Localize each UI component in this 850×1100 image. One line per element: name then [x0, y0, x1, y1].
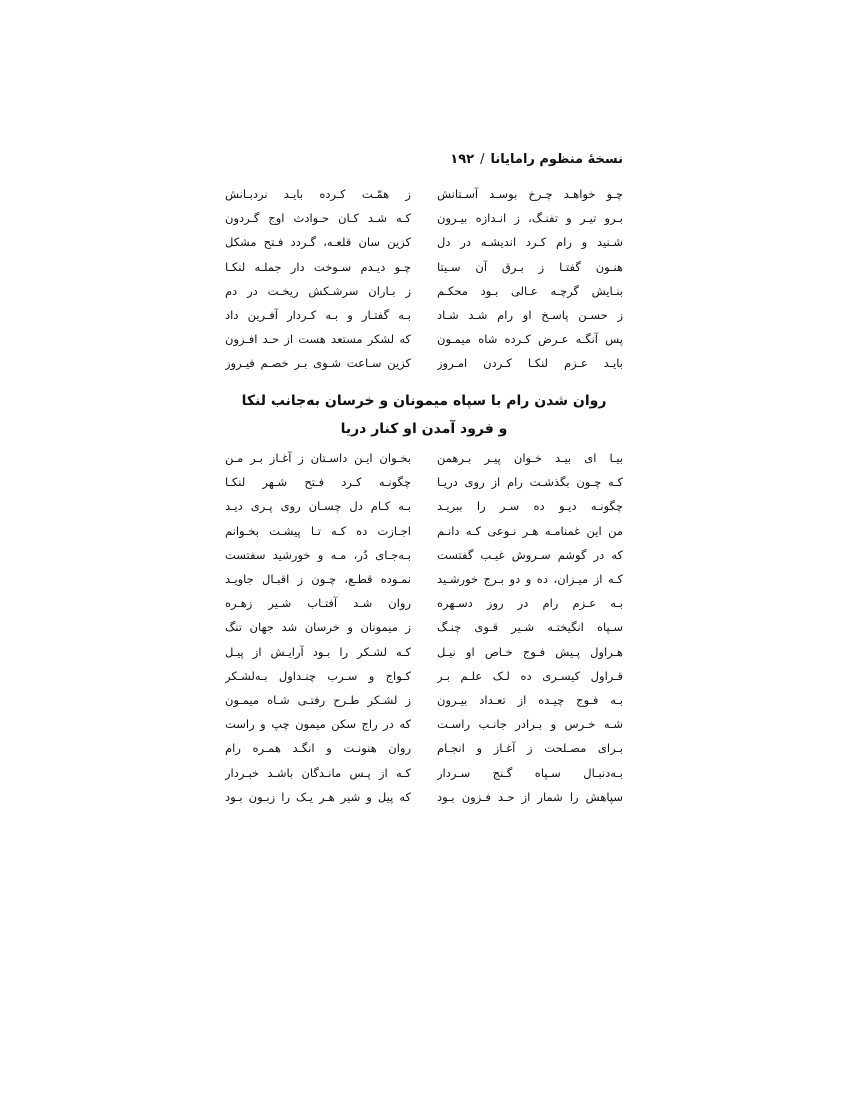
- hemistich-left: بخـوان ایـن داسـتان ز آغـاز بـر مـن: [225, 451, 411, 466]
- hemistich-left: ز همّـت کـرده بایـد نردبـانش: [225, 187, 411, 202]
- couplet: [225, 664, 623, 688]
- couplet: [225, 760, 623, 784]
- couplet: [225, 327, 623, 351]
- header-separator: /: [480, 152, 485, 167]
- hemistich-left: اجـازت ده کـه تـا پیشـت بخـوانم: [225, 523, 411, 538]
- couplet: [225, 591, 623, 615]
- couplet: [225, 446, 623, 470]
- hemistich-left: بـه کـام دل چسـان روی پـری دیـد: [225, 499, 411, 514]
- page-number: ۱۹۲: [450, 152, 475, 167]
- couplet: [225, 206, 623, 230]
- hemistich-right: بـه فـوج چیـده از تعـداد بیـرون: [437, 692, 623, 707]
- hemistich-right: بایـد عـزم لنکـا کـردن امـروز: [437, 356, 623, 371]
- hemistich-right: بـرو تیـر و تفنـگ، ز انـدازه بیـرون: [437, 211, 623, 226]
- hemistich-left: چگونـه کـرد فـتح شـهر لنکـا: [225, 475, 411, 490]
- hemistich-right: بـرای مصـلحت ز آغـاز و انجـام: [437, 741, 623, 756]
- hemistich-left: کزین سان قلعـه، گـردد فـتح مشکل: [225, 235, 411, 250]
- hemistich-right: هنـون گفتـا ز بـرق آن سـیتا: [437, 259, 623, 274]
- hemistich-right: من این غمنامـه هـر نـوعی کـه دانـم: [437, 523, 623, 538]
- hemistich-left: که در راج سکن میمون چپ و راست: [225, 717, 411, 732]
- hemistich-right: کـه چـون بگذشـت رام از روی دریـا: [437, 475, 623, 490]
- hemistich-right: هـراول پـیش فـوج خـاص او نیـل: [437, 644, 623, 659]
- couplet: [225, 519, 623, 543]
- hemistich-left: روان شـد آفتـاب شـیر زهـره: [225, 596, 411, 611]
- stanza-2: [225, 446, 623, 809]
- couplet: [225, 279, 623, 303]
- couplet: [225, 494, 623, 518]
- hemistich-right: قـراول کیسـری ده لـک علـم بـر: [437, 668, 623, 683]
- section-heading-line-2: و فرود آمدن او کنار دریا: [340, 421, 508, 437]
- couplet: [225, 640, 623, 664]
- couplet: [225, 351, 623, 375]
- stanza-1: [225, 182, 623, 376]
- book-title: نسخهٔ منظوم رامایانا: [490, 152, 623, 167]
- hemistich-right: بیـا ای بیـد خـوان پیـر بـرهمن: [437, 451, 623, 466]
- hemistich-right: بنـایش گرچـه عـالی بـود محکـم: [437, 283, 623, 298]
- hemistich-left: بـه گفتـار و بـه کـردار آفـرین داد: [225, 308, 411, 323]
- couplet: [225, 736, 623, 760]
- hemistich-left: بـه‌جـای دُر، مـه و خورشید سفتست: [225, 547, 411, 562]
- hemistich-left: ز لشـکر طـرح رفتـی شـاه میمـون: [225, 692, 411, 707]
- couplet: [225, 615, 623, 639]
- hemistich-left: کزین سـاعت شـوی بـر خصـم فیـروز: [225, 356, 411, 371]
- hemistich-right: بـه‌دنبـال سـپاه گـنج سـردار: [437, 765, 623, 780]
- hemistich-left: چـو دیـدم سـوخت دار جملـه لنکـا: [225, 259, 411, 274]
- hemistich-left: که پیل و شیر هـر یـک را زبـون بـود: [225, 789, 411, 804]
- hemistich-right: سپاهش را شمار از حـد فـزون بـود: [437, 789, 623, 804]
- section-heading-line-1: روان شدن رام با سپاه میمونان و خرسان به‌جانب لنکا: [241, 393, 607, 409]
- hemistich-right: ز حسـن پاسـخ او رام شـد شـاد: [437, 308, 623, 323]
- hemistich-left: کـواج و سـرب چنـداول بـه‌لشـکر: [225, 668, 411, 683]
- hemistich-left: ز میمونان و خرسان شد جهان تنگ: [225, 620, 411, 635]
- hemistich-right: شـه خـرس و بـرادر جانـب راسـت: [437, 717, 623, 732]
- couplet: [225, 255, 623, 279]
- hemistich-right: پس آنگـه عـرض کـرده شاه میمـون: [437, 332, 623, 347]
- hemistich-left: که لشکر مستعد هست از حـد افـزون: [225, 332, 411, 347]
- hemistich-left: ز بـاران سرشـکش ریخـت در دم: [225, 283, 411, 298]
- hemistich-left: کـه لشـکر را بـود آرایـش از پیـل: [225, 644, 411, 659]
- couplet: [225, 688, 623, 712]
- page-header: [225, 150, 623, 170]
- hemistich-right: چگونـه دیـو ده سـر را ببریـد: [437, 499, 623, 514]
- couplet: [225, 712, 623, 736]
- couplet: [225, 182, 623, 206]
- hemistich-right: کـه از میـزان، ده و دو بـرج خورشـید: [437, 572, 623, 587]
- couplet: [225, 785, 623, 809]
- hemistich-right: بـه عـزم رام در روز دسـهره: [437, 596, 623, 611]
- couplet: [225, 567, 623, 591]
- couplet: [225, 303, 623, 327]
- hemistich-right: سـپاه انگیختـه شـیر قـوی چنـگ: [437, 620, 623, 635]
- hemistich-left: کـه شـد کـان حـوادث اوج گـردون: [225, 211, 411, 226]
- hemistich-right: که در گوشم سـروش غیـب گفتست: [437, 547, 623, 562]
- hemistich-left: روان هنونـت و انگـد همـره رام: [225, 741, 411, 756]
- hemistich-right: چـو خواهـد چـرخ بوسـد آسـتانش: [437, 187, 623, 202]
- couplet: [225, 543, 623, 567]
- couplet: [225, 230, 623, 254]
- hemistich-left: نمـوده قطـع، چـون ز اقبـال جاویـد: [225, 572, 411, 587]
- hemistich-left: کـه از پـس مانـدگان باشـد خبـردار: [225, 765, 411, 780]
- hemistich-right: شـنید و رام کـرد اندیشـه در دل: [437, 235, 623, 250]
- couplet: [225, 470, 623, 494]
